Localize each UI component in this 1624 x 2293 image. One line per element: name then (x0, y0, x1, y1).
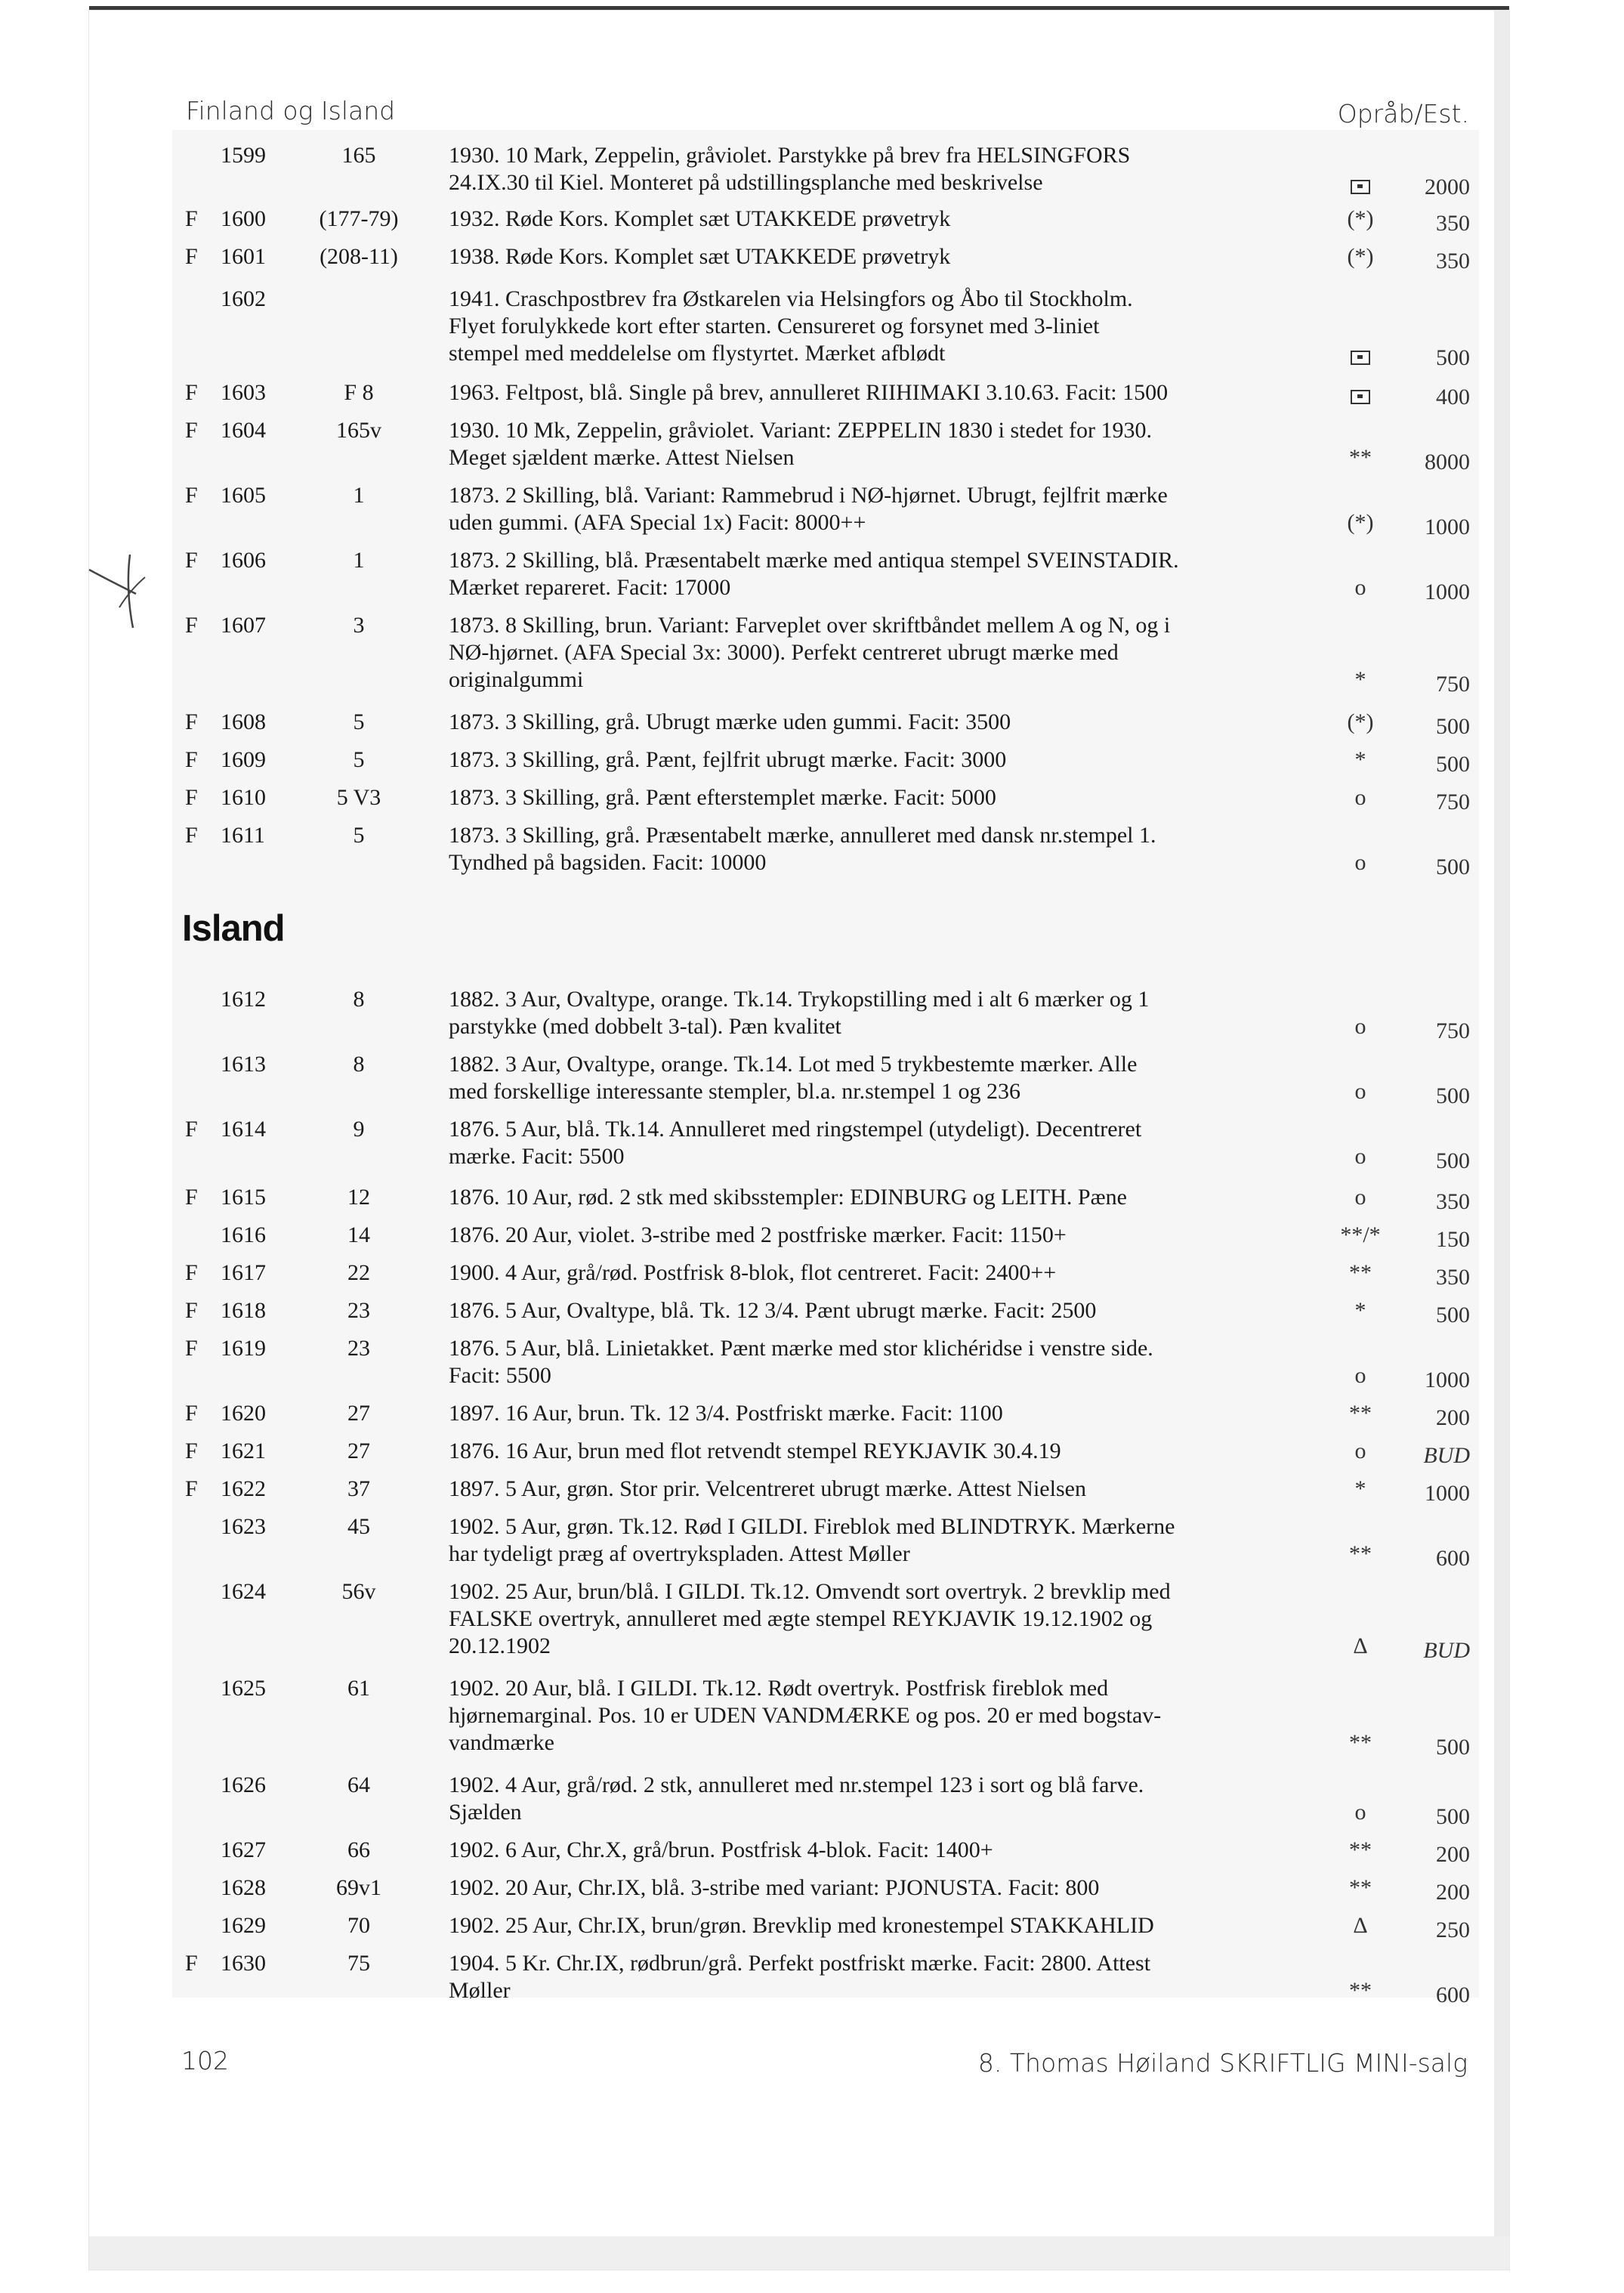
catalogue-number: 69v1 (336, 1875, 381, 1900)
catalogue-number: 75 (347, 1951, 370, 1976)
running-header-estimate: Opråb/Est. (1337, 99, 1469, 128)
facit-marker: F (185, 244, 198, 269)
description-line: Facit: 5500 (449, 1363, 551, 1388)
lot-number: 1620 (221, 1401, 266, 1426)
condition-symbol: o (1354, 1363, 1366, 1388)
condition-symbol: (*) (1347, 206, 1374, 231)
condition-symbol: **/* (1340, 1222, 1381, 1247)
envelope-icon (1351, 351, 1370, 365)
description-line: Møller (449, 1978, 511, 2003)
description-line: originalgummi (449, 667, 584, 692)
description-line: 1873. 2 Skilling, blå. Præsentabelt mærke med antiqua stempel SVEINSTADIR. (449, 548, 1179, 573)
facit-marker: F (185, 613, 198, 638)
lot-number: 1608 (221, 709, 266, 734)
condition-symbol: (*) (1347, 510, 1374, 535)
condition-symbol: Δ (1353, 1633, 1368, 1658)
lot-description (449, 1116, 1332, 1170)
lot-number: 1614 (221, 1117, 266, 1142)
lot-number: 1613 (221, 1052, 266, 1077)
estimate-price: 200 (1436, 1405, 1470, 1430)
lot-description (449, 1222, 1332, 1249)
lot-description (449, 243, 1332, 270)
section-heading-island: Island (182, 908, 285, 949)
description-line: uden gummi. (AFA Special 1x) Facit: 8000++ (449, 510, 866, 535)
catalogue-number: 12 (347, 1185, 370, 1210)
catalogue-number: 45 (347, 1514, 370, 1539)
description-line: 1873. 3 Skilling, grå. Pænt efterstemplet mærke. Facit: 5000 (449, 785, 996, 810)
description-line: 1963. Feltpost, blå. Single på brev, annulleret RIIHIMAKI 3.10.63. Facit: 1500 (449, 380, 1169, 405)
lot-description (449, 1438, 1332, 1465)
facit-marker: F (185, 1439, 198, 1463)
lot-number: 1599 (221, 143, 266, 168)
estimate-price: 600 (1436, 1982, 1470, 2007)
condition-symbol: ** (1349, 1401, 1372, 1426)
catalogue-number: (177-79) (319, 206, 399, 231)
description-line: 1904. 5 Kr. Chr.IX, rødbrun/grå. Perfekt postfriskt mærke. Facit: 2800. Attest (449, 1951, 1151, 1976)
lot-description (449, 784, 1332, 811)
lot-number: 1625 (221, 1676, 266, 1701)
estimate-price: 500 (1436, 1303, 1470, 1327)
catalogue-number: 5 (353, 747, 365, 772)
estimate-price: 200 (1436, 1880, 1470, 1905)
condition-symbol: (*) (1347, 709, 1374, 734)
lot-number: 1615 (221, 1185, 266, 1210)
lot-number: 1609 (221, 747, 266, 772)
description-line: 1876. 5 Aur, blå. Tk.14. Annulleret med ringstempel (utydeligt). Decentreret (449, 1117, 1142, 1142)
estimate-price: 500 (1436, 1735, 1470, 1760)
estimate-price: 500 (1436, 1083, 1470, 1108)
lot-description (449, 1578, 1332, 1660)
facit-marker: F (185, 418, 198, 443)
estimate-price: BUD (1423, 1638, 1470, 1663)
condition-symbol: * (1354, 747, 1366, 772)
catalogue-number: 1 (353, 548, 365, 573)
lot-description (449, 1297, 1332, 1324)
condition-symbol: o (1354, 1079, 1366, 1104)
condition-symbol: ** (1349, 1978, 1372, 2003)
lot-description (449, 206, 1332, 233)
description-line: Mærket repareret. Facit: 17000 (449, 575, 731, 600)
estimate-price: 2000 (1425, 175, 1470, 199)
facit-marker: F (185, 1185, 198, 1210)
description-line: 1941. Craschpostbrev fra Østkarelen via Helsingfors og Åbo til Stockholm. (449, 286, 1133, 311)
estimate-price: 500 (1436, 752, 1470, 777)
lot-description (449, 286, 1332, 367)
lot-description (449, 709, 1332, 736)
description-line: 1876. 20 Aur, violet. 3-stribe med 2 postfriske mærker. Facit: 1150+ (449, 1222, 1067, 1247)
catalogue-number: 23 (347, 1298, 370, 1323)
estimate-price: 1000 (1425, 515, 1470, 539)
lot-number: 1618 (221, 1298, 266, 1323)
lot-number: 1617 (221, 1260, 266, 1285)
lot-description (449, 1874, 1332, 1902)
lot-description (449, 1051, 1332, 1105)
description-line: 24.IX.30 til Kiel. Monteret på udstillingsplanche med beskrivelse (449, 170, 1043, 195)
lot-number: 1602 (221, 286, 266, 311)
catalogue-number: 23 (347, 1336, 370, 1361)
lot-description (449, 612, 1332, 694)
lot-number: 1622 (221, 1476, 266, 1501)
condition-symbol: o (1354, 1439, 1366, 1463)
lot-number: 1619 (221, 1336, 266, 1361)
lot-number: 1626 (221, 1772, 266, 1797)
lot-number: 1628 (221, 1875, 266, 1900)
description-line: 1876. 16 Aur, brun med flot retvendt stempel REYKJAVIK 30.4.19 (449, 1439, 1061, 1463)
estimate-price: 750 (1436, 1018, 1470, 1043)
lot-description (449, 1772, 1332, 1826)
condition-symbol: (*) (1347, 244, 1374, 269)
lot-description (449, 1950, 1332, 2004)
estimate-price: 600 (1436, 1546, 1470, 1571)
lot-number: 1623 (221, 1514, 266, 1539)
facit-marker: F (185, 206, 198, 231)
facit-marker: F (185, 1260, 198, 1285)
description-line: Flyet forulykkede kort efter starten. Censureret og forsynet med 3-liniet (449, 314, 1100, 338)
estimate-price: 500 (1436, 714, 1470, 739)
catalogue-number: 27 (347, 1401, 370, 1426)
lot-description (449, 1837, 1332, 1864)
lot-description (449, 379, 1332, 406)
facit-marker: F (185, 380, 198, 405)
description-line: 1900. 4 Aur, grå/rød. Postfrisk 8-blok, flot centreret. Facit: 2400++ (449, 1260, 1057, 1285)
estimate-price: 350 (1436, 249, 1470, 273)
estimate-price: BUD (1423, 1443, 1470, 1468)
catalogue-number: 27 (347, 1439, 370, 1463)
description-line: 1902. 5 Aur, grøn. Tk.12. Rød I GILDI. Fireblok med BLINDTRYK. Mærkerne (449, 1514, 1175, 1539)
description-line: Sjælden (449, 1800, 522, 1825)
description-line: stempel med meddelelse om flystyrtet. Mærket afblødt (449, 341, 946, 366)
description-line: 1902. 4 Aur, grå/rød. 2 stk, annulleret med nr.stempel 123 i sort og blå farve. (449, 1772, 1144, 1797)
lot-number: 1606 (221, 548, 266, 573)
description-line: har tydeligt præg af overtrykspladen. Attest Møller (449, 1541, 910, 1566)
facit-marker: F (185, 548, 198, 573)
catalogue-number: 8 (353, 987, 365, 1012)
description-line: 1902. 6 Aur, Chr.X, grå/brun. Postfrisk 4-blok. Facit: 1400+ (449, 1837, 993, 1862)
lot-number: 1601 (221, 244, 266, 269)
description-line: med forskellige interessante stempler, bl.a. nr.stempel 1 og 236 (449, 1079, 1020, 1104)
catalogue-number: 70 (347, 1913, 370, 1938)
page-bottom-shadow (89, 2236, 1509, 2270)
estimate-price: 350 (1436, 1189, 1470, 1214)
condition-symbol: o (1354, 785, 1366, 810)
facit-marker: F (185, 1476, 198, 1501)
catalogue-number: 8 (353, 1052, 365, 1077)
facit-marker: F (185, 785, 198, 810)
estimate-price: 250 (1436, 1918, 1470, 1942)
catalogue-number: 1 (353, 483, 365, 508)
description-line: 1902. 25 Aur, brun/blå. I GILDI. Tk.12. Omvendt sort overtryk. 2 brevklip med (449, 1579, 1171, 1604)
running-header-title: Finland og Island (186, 96, 396, 125)
lot-description (449, 1476, 1332, 1503)
lot-number: 1603 (221, 380, 266, 405)
catalogue-number: 5 (353, 709, 365, 734)
description-line: 1930. 10 Mk, Zeppelin, gråviolet. Variant: ZEPPELIN 1830 i stedet for 1930. (449, 418, 1152, 443)
facit-marker: F (185, 1401, 198, 1426)
estimate-price: 1000 (1425, 579, 1470, 604)
lot-number: 1605 (221, 483, 266, 508)
catalogue-number: 56v (341, 1579, 376, 1604)
estimate-price: 350 (1436, 211, 1470, 236)
description-line: 20.12.1902 (449, 1633, 551, 1658)
catalogue-number: F 8 (344, 380, 374, 405)
facit-marker: F (185, 747, 198, 772)
description-line: 1932. Røde Kors. Komplet sæt UTAKKEDE prøvetryk (449, 206, 951, 231)
description-line: 1902. 20 Aur, Chr.IX, blå. 3-stribe med variant: PJONUSTA. Facit: 800 (449, 1875, 1100, 1900)
catalogue-number: 3 (353, 613, 365, 638)
lot-description (449, 417, 1332, 471)
description-line: 1902. 20 Aur, blå. I GILDI. Tk.12. Rødt overtryk. Postfrisk fireblok med (449, 1676, 1109, 1701)
estimate-price: 500 (1436, 1804, 1470, 1829)
page-edge-shadow (1494, 11, 1509, 2270)
facit-marker: F (185, 823, 198, 848)
lot-description (449, 1335, 1332, 1389)
estimate-price: 500 (1436, 854, 1470, 879)
condition-symbol: o (1354, 1800, 1366, 1825)
description-line: Tyndhed på bagsiden. Facit: 10000 (449, 850, 767, 875)
description-line: FALSKE overtryk, annulleret med ægte stempel REYKJAVIK 19.12.1902 og (449, 1606, 1153, 1631)
lot-number: 1610 (221, 785, 266, 810)
catalogue-number: 14 (347, 1222, 370, 1247)
lot-description (449, 482, 1332, 536)
condition-symbol: * (1354, 1298, 1366, 1323)
lot-number: 1630 (221, 1951, 266, 1976)
condition-symbol: ** (1349, 1730, 1372, 1755)
condition-symbol: o (1354, 1185, 1366, 1210)
estimate-price: 750 (1436, 672, 1470, 697)
facit-marker: F (185, 1336, 198, 1361)
estimate-price: 750 (1436, 790, 1470, 814)
catalogue-number: 37 (347, 1476, 370, 1501)
description-line: 1897. 5 Aur, grøn. Stor prir. Velcentreret ubrugt mærke. Attest Nielsen (449, 1476, 1086, 1501)
estimate-price: 8000 (1425, 450, 1470, 474)
lot-number: 1604 (221, 418, 266, 443)
description-line: 1938. Røde Kors. Komplet sæt UTAKKEDE prøvetryk (449, 244, 951, 269)
catalogue-number: 9 (353, 1117, 365, 1142)
description-line: 1882. 3 Aur, Ovaltype, orange. Tk.14. Lot med 5 trykbestemte mærker. Alle (449, 1052, 1138, 1077)
condition-symbol: * (1354, 667, 1366, 692)
facit-marker: F (185, 1951, 198, 1976)
condition-symbol (1319, 379, 1402, 406)
lot-description (449, 1184, 1332, 1211)
lot-description (449, 1259, 1332, 1287)
condition-symbol: ** (1349, 1875, 1372, 1900)
lot-description (449, 1675, 1332, 1757)
description-line: 1873. 3 Skilling, grå. Pænt, fejlfrit ubrugt mærke. Facit: 3000 (449, 747, 1007, 772)
description-line: Meget sjældent mærke. Attest Nielsen (449, 445, 795, 470)
page-number: 102 (181, 2046, 229, 2075)
description-line: 1873. 2 Skilling, blå. Variant: Rammebrud i NØ-hjørnet. Ubrugt, fejlfrit mærke (449, 483, 1168, 508)
estimate-price: 400 (1436, 385, 1470, 409)
description-line: 1902. 25 Aur, Chr.IX, brun/grøn. Brevklip med kronestempel STAKKAHLID (449, 1913, 1154, 1938)
facit-marker: F (185, 1117, 198, 1142)
condition-symbol: o (1354, 1014, 1366, 1039)
estimate-price: 500 (1436, 1148, 1470, 1173)
condition-symbol: o (1354, 850, 1366, 875)
catalogue-number: 5 (353, 823, 365, 848)
lot-description (449, 547, 1332, 601)
envelope-icon (1351, 180, 1370, 194)
estimate-price: 350 (1436, 1265, 1470, 1290)
facit-marker: F (185, 483, 198, 508)
description-line: parstykke (med dobbelt 3-tal). Pæn kvalitet (449, 1014, 841, 1039)
description-line: 1873. 3 Skilling, grå. Ubrugt mærke uden gummi. Facit: 3500 (449, 709, 1011, 734)
lot-number: 1612 (221, 987, 266, 1012)
description-line: 1873. 3 Skilling, grå. Præsentabelt mærke, annulleret med dansk nr.stempel 1. (449, 823, 1156, 848)
description-line: 1876. 10 Aur, rød. 2 stk med skibsstempler: EDINBURG og LEITH. Pæne (449, 1185, 1127, 1210)
condition-symbol: ** (1349, 1837, 1372, 1862)
lot-number: 1616 (221, 1222, 266, 1247)
description-line: 1930. 10 Mark, Zeppelin, gråviolet. Parstykke på brev fra HELSINGFORS (449, 143, 1131, 168)
lot-description (449, 1912, 1332, 1939)
lot-description (449, 746, 1332, 774)
catalogue-number: 64 (347, 1772, 370, 1797)
lot-description (449, 822, 1332, 876)
lot-number: 1624 (221, 1579, 266, 1604)
description-line: NØ-hjørnet. (AFA Special 3x: 3000). Perfekt centreret ubrugt mærke med (449, 640, 1119, 665)
lot-number: 1611 (221, 823, 265, 848)
lot-number: 1627 (221, 1837, 266, 1862)
description-line: vandmærke (449, 1730, 554, 1755)
estimate-price: 1000 (1425, 1367, 1470, 1392)
condition-symbol: o (1354, 1144, 1366, 1169)
lot-description (449, 1400, 1332, 1427)
lot-number: 1629 (221, 1913, 266, 1938)
condition-symbol: ** (1349, 445, 1372, 470)
description-line: hjørnemarginal. Pos. 10 er UDEN VANDMÆRKE og pos. 20 er med bogstav- (449, 1703, 1162, 1728)
lot-description (449, 142, 1332, 196)
catalogue-number: 165 (341, 143, 376, 168)
catalogue-number: 5 V3 (336, 785, 381, 810)
catalogue-number: 66 (347, 1837, 370, 1862)
envelope-icon (1351, 390, 1370, 404)
lot-number: 1600 (221, 206, 266, 231)
description-line: 1897. 16 Aur, brun. Tk. 12 3/4. Postfriskt mærke. Facit: 1100 (449, 1401, 1003, 1426)
condition-symbol: o (1354, 575, 1366, 600)
estimate-price: 1000 (1425, 1481, 1470, 1506)
lot-number: 1621 (221, 1439, 266, 1463)
condition-symbol (1319, 340, 1402, 367)
estimate-price: 500 (1436, 345, 1470, 370)
estimate-price: 150 (1436, 1227, 1470, 1252)
description-line: 1882. 3 Aur, Ovaltype, orange. Tk.14. Trykopstilling med i alt 6 mærker og 1 (449, 987, 1150, 1012)
lot-description (449, 1513, 1332, 1568)
condition-symbol: Δ (1353, 1913, 1368, 1938)
facit-marker: F (185, 1298, 198, 1323)
handwritten-x-mark (83, 533, 174, 632)
catalogue-number: 61 (347, 1676, 370, 1701)
description-line: 1876. 5 Aur, blå. Linietakket. Pænt mærke med stor klichéridse i venstre side. (449, 1336, 1153, 1361)
condition-symbol (1319, 169, 1402, 196)
estimate-price: 200 (1436, 1842, 1470, 1867)
catalogue-number: (208-11) (320, 244, 398, 269)
condition-symbol: ** (1349, 1541, 1372, 1566)
facit-marker: F (185, 709, 198, 734)
description-line: 1876. 5 Aur, Ovaltype, blå. Tk. 12 3/4. Pænt ubrugt mærke. Facit: 2500 (449, 1298, 1097, 1323)
condition-symbol: * (1354, 1476, 1366, 1501)
description-line: mærke. Facit: 5500 (449, 1144, 625, 1169)
lot-number: 1607 (221, 613, 266, 638)
auction-title: 8. Thomas Høiland SKRIFTLIG MINI-salg (977, 2048, 1468, 2078)
description-line: 1873. 8 Skilling, brun. Variant: Farveplet over skriftbåndet mellem A og N, og i (449, 613, 1171, 638)
catalogue-number: 165v (336, 418, 381, 443)
catalogue-number: 22 (347, 1260, 370, 1285)
condition-symbol: ** (1349, 1260, 1372, 1285)
lot-description (449, 986, 1332, 1040)
